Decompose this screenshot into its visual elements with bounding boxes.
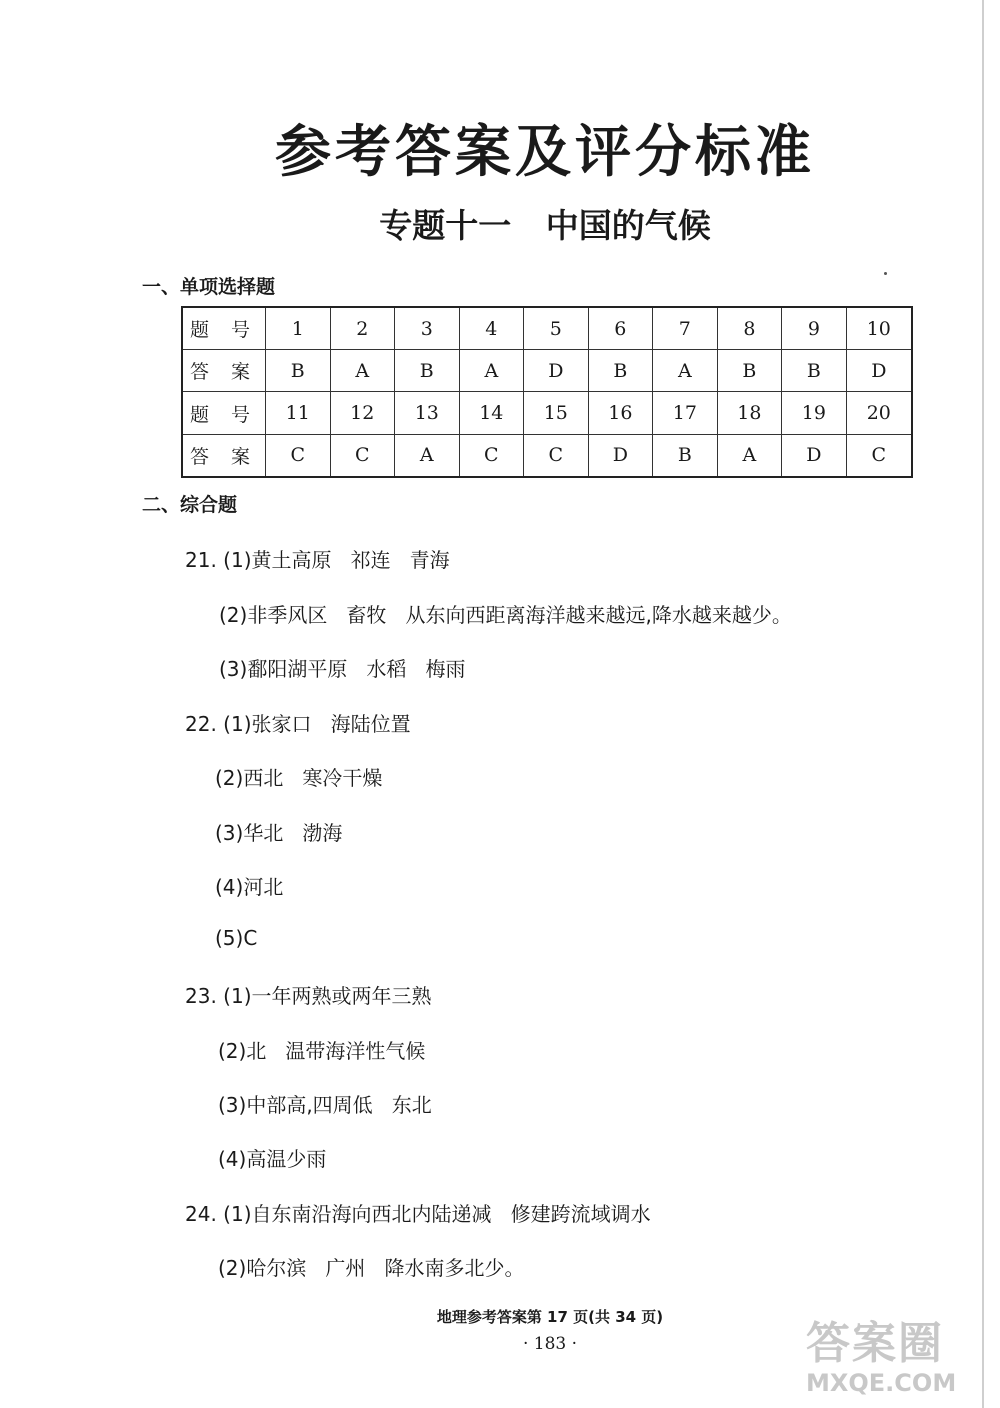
- table-cell: 4: [459, 307, 524, 350]
- answer-table-row: [182, 350, 912, 392]
- answer-line: (3)鄱阳湖平原 水稻 梅雨: [219, 657, 466, 681]
- table-cell: B: [717, 350, 782, 392]
- table-cell: 6: [588, 307, 653, 350]
- table-cell: D: [846, 350, 912, 392]
- row-header: 答 案: [182, 434, 266, 477]
- answer-line: (2)哈尔滨 广州 降水南多北少。: [218, 1256, 525, 1280]
- answer-line: 21. (1)黄土高原 祁连 青海: [185, 548, 450, 572]
- table-cell: D: [588, 434, 653, 477]
- speck: [884, 272, 887, 275]
- table-cell: C: [266, 434, 331, 477]
- table-cell: 17: [653, 392, 718, 434]
- page-subtitle: 专题十一 中国的气候: [379, 206, 711, 245]
- answer-line: (4)河北: [215, 875, 284, 899]
- section-heading-choice: 一、单项选择题: [142, 276, 276, 298]
- table-cell: C: [459, 434, 524, 477]
- table-cell: 10: [846, 307, 912, 350]
- page-footer: 地理参考答案第 17 页(共 34 页): [436, 1308, 664, 1326]
- page-number: · 183 ·: [522, 1334, 578, 1354]
- answer-line: (2)非季风区 畜牧 从东向西距离海洋越来越远,降水越来越少。: [219, 603, 792, 627]
- answer-table-row: [182, 307, 912, 350]
- answer-line: (5)C: [215, 926, 258, 950]
- table-cell: 11: [266, 392, 331, 434]
- table-cell: D: [524, 350, 589, 392]
- answer-line: 24. (1)自东南沿海向西北内陆递减 修建跨流域调水: [185, 1202, 651, 1226]
- answer-line: (4)高温少雨: [218, 1147, 327, 1171]
- answer-table-row: [182, 434, 912, 477]
- table-cell: B: [782, 350, 847, 392]
- answer-line: (2)西北 寒冷干燥: [215, 766, 383, 790]
- table-cell: C: [846, 434, 912, 477]
- watermark-url-text: MXQE.COM: [806, 1369, 957, 1397]
- answer-line: (3)华北 渤海: [215, 821, 343, 845]
- table-cell: B: [653, 434, 718, 477]
- table-cell: B: [266, 350, 331, 392]
- table-cell: A: [459, 350, 524, 392]
- answer-line: 22. (1)张家口 海陆位置: [185, 712, 411, 736]
- table-cell: A: [395, 434, 460, 477]
- table-cell: 3: [395, 307, 460, 350]
- table-cell: 14: [459, 392, 524, 434]
- table-cell: 18: [717, 392, 782, 434]
- answer-table-row: [182, 392, 912, 434]
- watermark-logo: [806, 1318, 986, 1398]
- table-cell: B: [395, 350, 460, 392]
- answer-table: [181, 306, 913, 478]
- table-cell: 8: [717, 307, 782, 350]
- table-cell: A: [653, 350, 718, 392]
- table-cell: 19: [782, 392, 847, 434]
- answer-line: 23. (1)一年两熟或两年三熟: [185, 984, 432, 1008]
- page-title: 参考答案及评分标准: [275, 120, 815, 185]
- table-cell: 15: [524, 392, 589, 434]
- table-cell: D: [782, 434, 847, 477]
- table-cell: 13: [395, 392, 460, 434]
- table-cell: 1: [266, 307, 331, 350]
- table-cell: 16: [588, 392, 653, 434]
- row-header: 题 号: [182, 392, 266, 434]
- table-cell: 7: [653, 307, 718, 350]
- table-cell: 20: [846, 392, 912, 434]
- table-cell: 9: [782, 307, 847, 350]
- table-cell: B: [588, 350, 653, 392]
- table-cell: C: [330, 434, 395, 477]
- section-heading-comprehensive: 二、综合题: [142, 494, 238, 516]
- watermark-main-text: 答案圈: [806, 1318, 944, 1369]
- row-header: 题 号: [182, 307, 266, 350]
- table-cell: 2: [330, 307, 395, 350]
- table-cell: C: [524, 434, 589, 477]
- table-cell: 5: [524, 307, 589, 350]
- table-cell: A: [717, 434, 782, 477]
- table-cell: 12: [330, 392, 395, 434]
- answer-line: (3)中部高,四周低 东北: [218, 1093, 432, 1117]
- row-header: 答 案: [182, 350, 266, 392]
- answer-line: (2)北 温带海洋性气候: [218, 1039, 426, 1063]
- table-cell: A: [330, 350, 395, 392]
